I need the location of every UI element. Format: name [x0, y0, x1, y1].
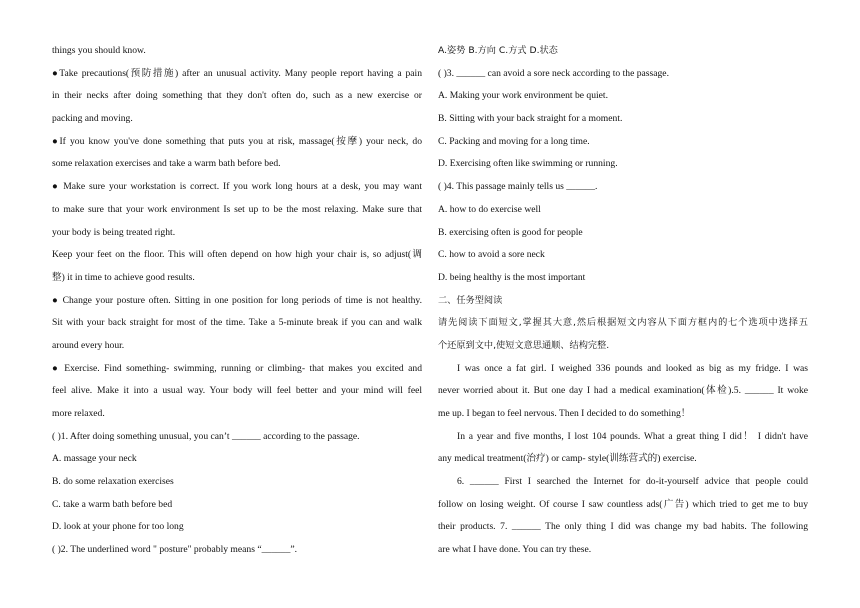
left-text-line: ● Change your posture often. Sitting in one position for long periods of time is not healthy. [52, 294, 422, 306]
left-text-line: ( )1. After doing something unusual, you can’t ______ according to the passage. [52, 430, 360, 442]
right-text-line: never worried about it. But one day I had a medical examination(体检).5. ______ It woke [438, 385, 808, 397]
right-text-line: I was once a fat girl. I weighed 336 pounds and looked as big as my fridge. I was [457, 362, 808, 374]
left-text-line: Keep your feet on the floor. This will often depend on how high your chair is, so adjust(调 [52, 249, 422, 261]
left-text-line: things you should know. [52, 45, 146, 56]
left-text-line: in their necks after doing something that they don't often do, such as a new exercise or [52, 90, 422, 102]
right-text-line: C. how to avoid a sore neck [438, 249, 545, 261]
left-text-line: ● Make sure your workstation is correct. If you work long hours at a desk, you may want [52, 181, 422, 193]
left-text-line: A. massage your neck [52, 453, 137, 465]
right-text-line: their products. 7. ______ The only thing I did was change my bad habits. The following [438, 521, 808, 533]
right-text-line: D. being healthy is the most important [438, 271, 586, 283]
left-text-line: Sit with your back straight for most of the time. Take a 5-minute break if you can and walk [52, 317, 422, 329]
right-text-line: In a year and five months, I lost 104 pounds. What a great thing I did！ I didn't have [457, 430, 808, 442]
right-text-line: B. exercising often is good for people [438, 226, 583, 238]
right-text-line: A. how to do exercise well [438, 203, 541, 215]
left-text-line: feel alive. Make it into a usual way. Your body will feel better and your mind will feel [52, 385, 422, 397]
left-text-line: 整) it in time to achieve good results. [52, 271, 195, 283]
right-column [438, 40, 808, 562]
right-text-line: 请先阅读下面短文,掌握其大意,然后根据短文内容从下面方框内的七个选项中选择五 [438, 317, 808, 329]
right-text-line: ( )3. ______ can avoid a sore neck according to the passage. [438, 67, 669, 79]
left-text-line: packing and moving. [52, 113, 133, 125]
right-text-line: are what I have done. You can try these. [438, 544, 592, 556]
left-text-line: to make sure that your work environment Is set up to be the most relaxing. Make sure that [52, 203, 422, 215]
left-text-line: ( )2. The underlined word " posture" probably means “______”. [52, 544, 298, 556]
left-text-line: D. look at your phone for too long [52, 521, 184, 533]
left-text-line: more relaxed. [52, 408, 105, 419]
right-text-line: A. Making your work environment be quiet. [438, 90, 608, 102]
right-text-line: D. Exercising often like swimming or running. [438, 158, 618, 170]
right-text-line: follow on losing weight. Of course I saw countless ads(广告) which tried to get me to buy [438, 498, 808, 510]
right-text-line: 二、任务型阅读 [438, 294, 503, 306]
right-text-line: any medical treatment(治疗) or camp- style(训练营式的) exercise. [438, 453, 697, 465]
right-text-line: A.姿势 B.方向 C.方式 D.状态 [438, 45, 558, 56]
right-text-line: 个还原到文中,使短文意思通顺、结构完整. [438, 339, 610, 351]
left-text-line: B. do some relaxation exercises [52, 476, 174, 488]
right-text-line: me up. I began to feel nervous. Then I decided to do something！ [438, 408, 691, 419]
left-text-line: ●If you know you've done something that puts you at risk, massage(按摩) your neck, do [52, 135, 422, 147]
right-text-line: ( )4. This passage mainly tells us ______. [438, 181, 598, 193]
right-text-line: 6. ______ First I searched the Internet for do-it-yourself advice that people could [457, 476, 808, 488]
left-text-line: C. take a warm bath before bed [52, 498, 173, 510]
left-text-line: ●Take precautions(预防措施) after an unusual activity. Many people report having a pain [52, 67, 422, 79]
right-text-line: C. Packing and moving for a long time. [438, 135, 590, 147]
right-text-line: B. Sitting with your back straight for a moment. [438, 113, 623, 125]
left-text-line: ● Exercise. Find something- swimming, running or climbing- that makes you excited and [52, 362, 422, 374]
left-text-line: your body is being treated right. [52, 226, 176, 238]
left-column [52, 40, 422, 562]
left-text-line: some relaxation exercises and take a warm bath before bed. [52, 158, 281, 170]
left-text-line: around every hour. [52, 339, 125, 351]
